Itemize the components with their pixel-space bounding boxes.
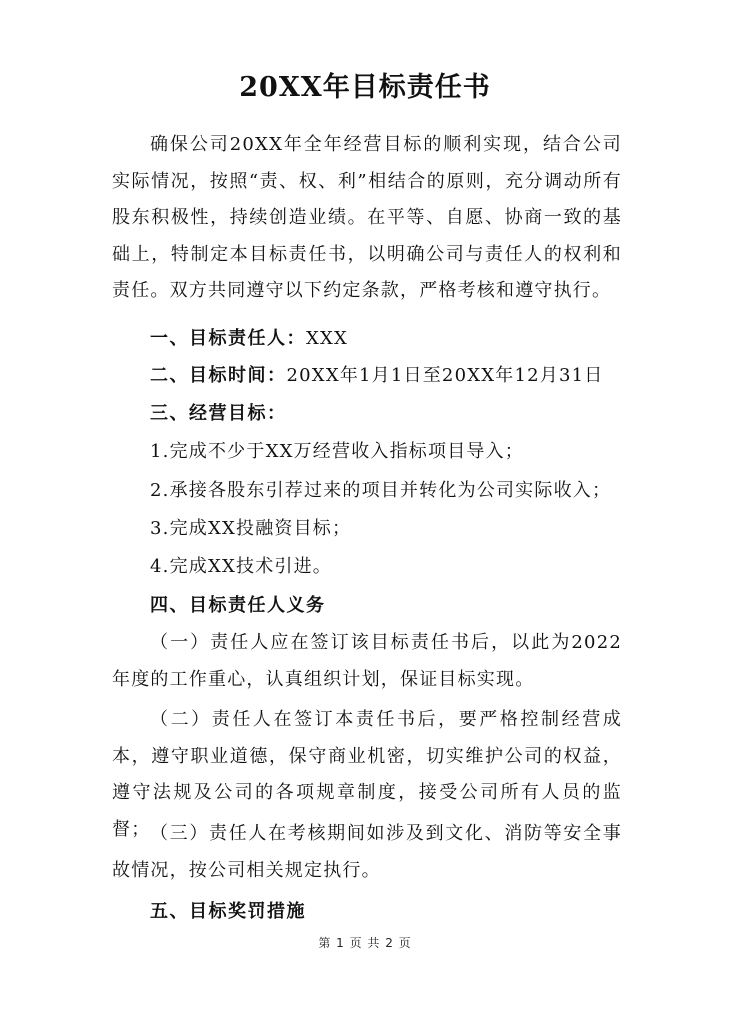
section-1-value: XXX — [306, 328, 349, 349]
section-5-heading: 五、目标奖罚措施 — [150, 901, 306, 922]
section-2-heading: 二、目标时间： — [150, 365, 287, 386]
page-footer: 第 1 页 共 2 页 — [318, 936, 412, 950]
document-title: 20XX年目标责任书 — [239, 72, 491, 103]
section-4-heading: 四、目标责任人义务 — [150, 595, 326, 616]
section-1 — [150, 321, 730, 357]
section-2 — [150, 358, 730, 394]
obligation-paragraph-3: （三）责任人在考核期间如涉及到文化、消防等安全事故情况，按公司相关规定执行。 — [112, 823, 622, 881]
list-item: 4.完成XX技术引进。 — [150, 556, 333, 577]
list-item: 2.承接各股东引荐过来的项目并转化为公司实际收入； — [150, 480, 612, 501]
list-item: 3.完成XX投融资目标； — [150, 518, 352, 539]
section-1-heading: 一、目标责任人： — [150, 328, 306, 349]
obligation-paragraph-1: （一）责任人应在签订该目标责任书后，以此为2022年度的工作重心，认真组织计划，保证目标实现。 — [112, 632, 622, 690]
section-2-value: 20XX年1月1日至20XX年12月31日 — [286, 365, 604, 386]
intro-paragraph: 确保公司20XX年全年经营目标的顺利实现，结合公司实际情况，按照“责、权、利”相结合的原则，充分调动所有股东积极性，持续创造业绩。在平等、自愿、协商一致的基础上，特制定本目标责任书，以明确公司与责任人的权利和责任。双方共同遵守以下约定条款，严格考核和遵守执行。 — [112, 134, 622, 301]
list-item: 1.完成不少于XX万经营收入指标项目导入； — [150, 441, 525, 462]
section-3-heading: 三、经营目标： — [150, 403, 287, 424]
obligation-paragraph-2: （二）责任人在签订本责任书后，要严格控制经营成本，遵守职业道德，保守商业机密，切实维护公司的权益，遵守法规及公司的各项规章制度，接受公司所有人员的监督； — [112, 709, 622, 840]
